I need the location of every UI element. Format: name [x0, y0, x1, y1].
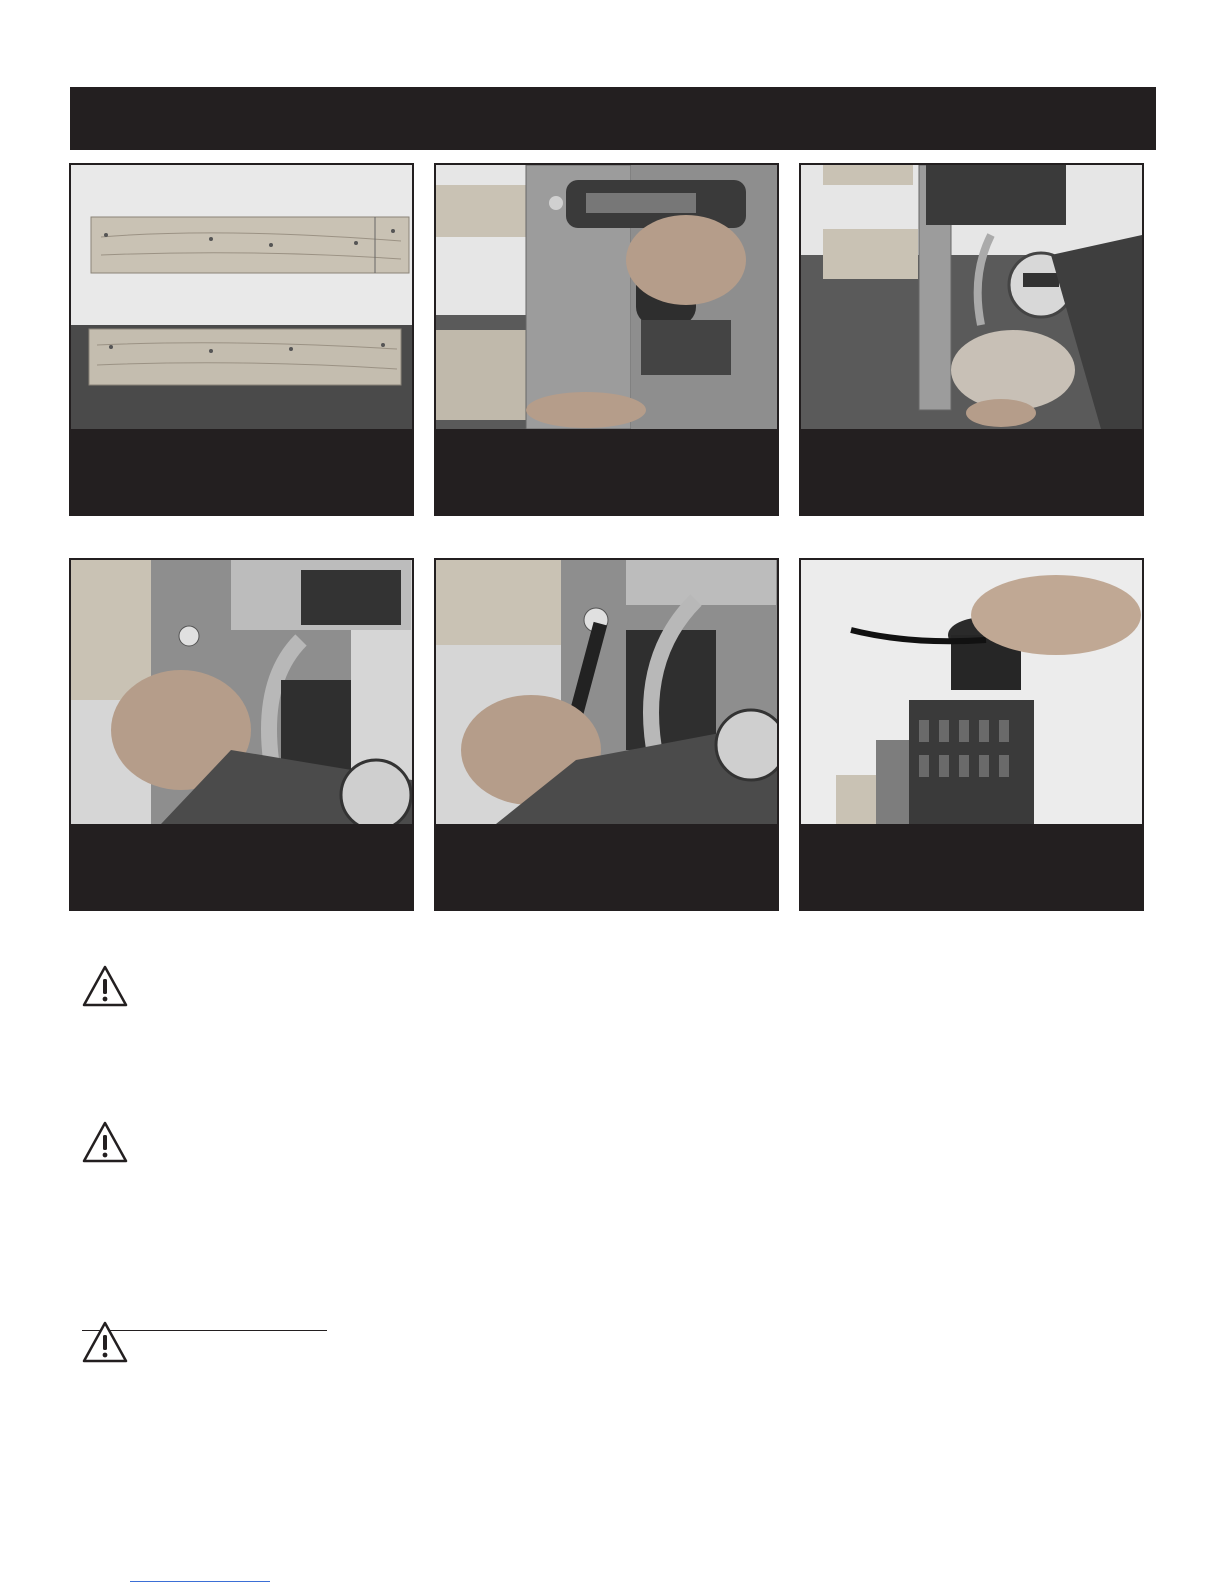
step-caption-6	[801, 824, 1142, 909]
footer-link-underline[interactable]	[130, 1581, 270, 1582]
wood-boards-illustration	[71, 165, 412, 429]
step-panel-4	[69, 558, 414, 911]
step-photo-4	[71, 560, 412, 824]
step-panel-2	[434, 163, 779, 516]
step-caption-2	[436, 429, 777, 514]
step-panel-6	[799, 558, 1144, 911]
step-caption-4	[71, 824, 412, 909]
warning-triangle-icon	[81, 1320, 129, 1364]
compressor-tank-illustration	[801, 165, 1142, 429]
warning-triangle-icon	[81, 964, 129, 1008]
step-photo-3	[801, 165, 1142, 429]
step-panel-3	[799, 163, 1144, 516]
step-panel-5	[434, 558, 779, 911]
drill-illustration	[436, 165, 777, 429]
step-photo-2	[436, 165, 777, 429]
cap-illustration	[801, 560, 1142, 824]
step-caption-3	[801, 429, 1142, 514]
step-photo-6	[801, 560, 1142, 824]
step-photo-1	[71, 165, 412, 429]
fitting-illustration	[71, 560, 412, 824]
wrench-illustration	[436, 560, 777, 824]
section-header-bar	[70, 87, 1156, 150]
step-photo-5	[436, 560, 777, 824]
step-panel-1	[69, 163, 414, 516]
step-caption-5	[436, 824, 777, 909]
warning-triangle-icon	[81, 1120, 129, 1164]
step-caption-1	[71, 429, 412, 514]
